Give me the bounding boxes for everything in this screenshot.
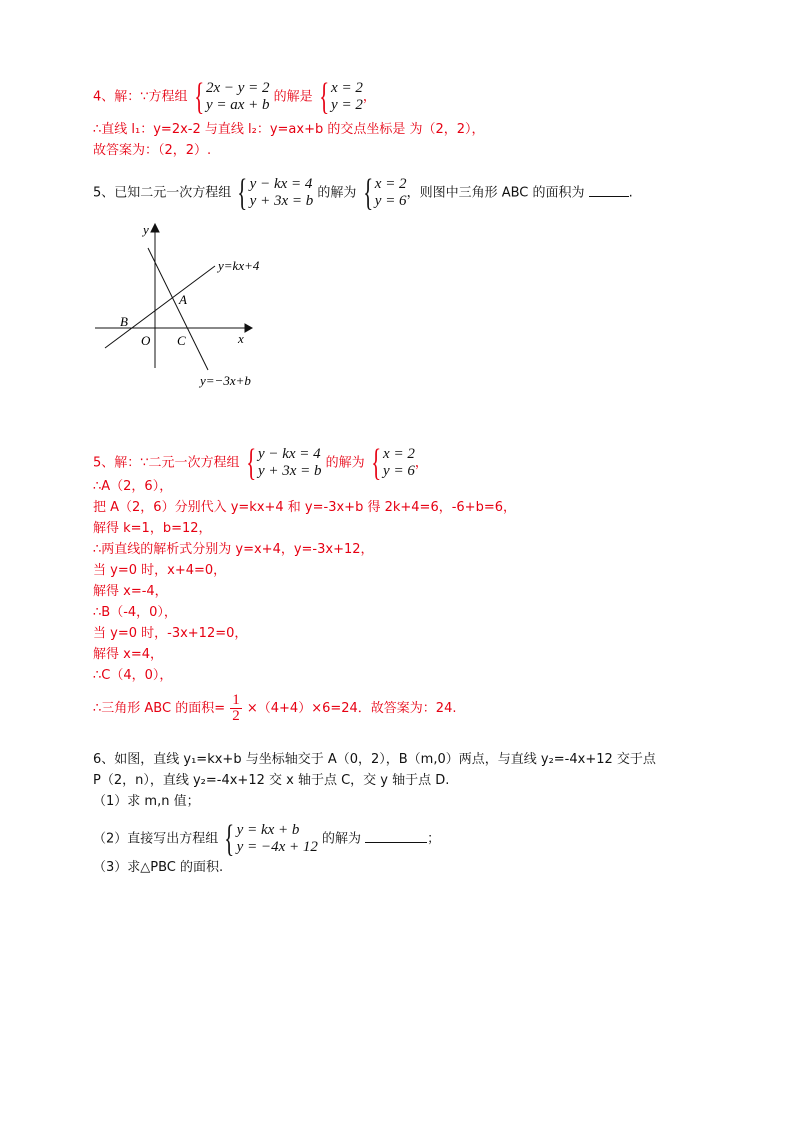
label-x: x: [238, 331, 244, 346]
solution-5-step: 解得 k=1，b=12，: [93, 521, 212, 536]
solution-system: [317, 78, 363, 116]
label-y: y: [143, 222, 149, 237]
solution-5-step: ∴C（4，0），: [93, 668, 173, 683]
equation-row: y = −4x + 12: [236, 839, 318, 855]
question-6-part-2: [93, 820, 440, 858]
question-5-intro: 5、已知二元一次方程组: [93, 185, 232, 201]
solution-4-line-1: [93, 78, 376, 116]
solution-5-step: 当 y=0 时，x+4=0，: [93, 563, 227, 578]
solution-row: y = 2: [331, 97, 363, 113]
answer-blank: [365, 830, 427, 843]
left-brace: {: [245, 442, 256, 484]
question-6-part-1: （1）求 m,n 值；: [93, 794, 200, 809]
left-brace: {: [370, 442, 381, 484]
equation-row: y = ax + b: [205, 97, 270, 113]
solution-5-step: 把 A（2，6）分别代入 y=kx+4 和 y=-3x+b 得 2k+4=6，-6+b=6，: [93, 500, 516, 515]
equation-row: y + 3x = b: [249, 193, 314, 209]
equation-system: [244, 444, 322, 482]
left-brace: {: [362, 172, 373, 214]
fraction-denominator: 2: [232, 708, 240, 724]
solution-row: x = 2: [331, 80, 363, 96]
left-brace: {: [224, 818, 235, 860]
area-intro: ∴三角形 ABC 的面积=: [93, 701, 226, 716]
label-a: A: [179, 292, 187, 307]
semicolon: ；: [427, 831, 441, 847]
left-brace: {: [318, 76, 329, 118]
answer-blank: [589, 184, 629, 197]
solution-system: [361, 174, 407, 212]
comma: ，: [414, 455, 428, 471]
question-6-line-2: P（2，n），直线 y₂=-4x+12 交 x 轴于点 C，交 y 轴于点 D.: [93, 773, 450, 788]
question-5-tail: ，则图中三角形 ABC 的面积为: [406, 185, 585, 201]
equation-row: y + 3x = b: [257, 463, 322, 479]
question-5-mid: 的解为: [317, 185, 357, 201]
x-axis-arrow: [245, 324, 252, 332]
solution-5-step: 解得 x=4，: [93, 647, 163, 662]
area-result: ×（4+4）×6=24．故答案为：24.: [246, 701, 457, 716]
part-2-intro: （2）直接写出方程组: [93, 831, 219, 847]
question-5: [93, 174, 633, 212]
equation-system: [222, 820, 317, 858]
solution-system: [369, 444, 415, 482]
question-6-part-3: （3）求△PBC 的面积.: [93, 860, 224, 875]
equation-row: y − kx = 4: [257, 446, 321, 462]
solution-5-step: ∴A（2，6），: [93, 479, 173, 494]
fraction-numerator: 1: [232, 692, 240, 708]
equation-system: [235, 174, 313, 212]
solution-4-mid: 的解是: [273, 89, 313, 105]
solution-row: y = 6: [374, 193, 407, 209]
label-c: C: [177, 333, 186, 348]
left-brace: {: [193, 76, 204, 118]
equation-row: 2x − y = 2: [205, 80, 270, 96]
label-line-2: y=−3x+b: [200, 373, 251, 388]
y-axis-arrow: [151, 224, 159, 232]
part-2-mid: 的解为: [322, 831, 362, 847]
solution-row: x = 2: [383, 446, 415, 462]
solution-5-mid: 的解为: [325, 455, 365, 471]
coordinate-graph: [90, 218, 290, 398]
left-brace: {: [237, 172, 248, 214]
solution-5-final: [93, 693, 456, 724]
solution-5-step: ∴B（-4，0），: [93, 605, 177, 620]
equation-row: y − kx = 4: [249, 176, 313, 192]
label-origin: O: [141, 333, 151, 348]
solution-4-line-2: ∴直线 l₁：y=2x-2 与直线 l₂：y=ax+b 的交点坐标是 为（2，2），: [93, 122, 485, 137]
label-line-1: y=kx+4: [218, 258, 260, 273]
comma: ，: [362, 89, 376, 105]
solution-5-step: ∴两直线的解析式分别为 y=x+4，y=-3x+12，: [93, 542, 374, 557]
equation-system: [192, 78, 270, 116]
fraction-half: [230, 693, 242, 724]
solution-5-step: 解得 x=-4，: [93, 584, 168, 599]
solution-5-step: 当 y=0 时，-3x+12=0，: [93, 626, 248, 641]
label-b: B: [120, 314, 128, 329]
solution-4-intro: 4、解：∵方程组: [93, 89, 188, 105]
solution-5-intro: 5、解：∵二元一次方程组: [93, 455, 240, 471]
period: .: [628, 185, 633, 201]
line-kx-plus-4: [105, 266, 215, 348]
solution-4-line-3: 故答案为：（2，2）.: [93, 143, 212, 158]
solution-row: x = 2: [374, 176, 407, 192]
solution-row: y = 6: [383, 463, 415, 479]
question-6-line-1: 6、如图，直线 y₁=kx+b 与坐标轴交于 A（0，2），B（m,0）两点，与直线 y₂=-4x+12 交于点: [93, 752, 656, 767]
equation-row: y = kx + b: [236, 822, 300, 838]
